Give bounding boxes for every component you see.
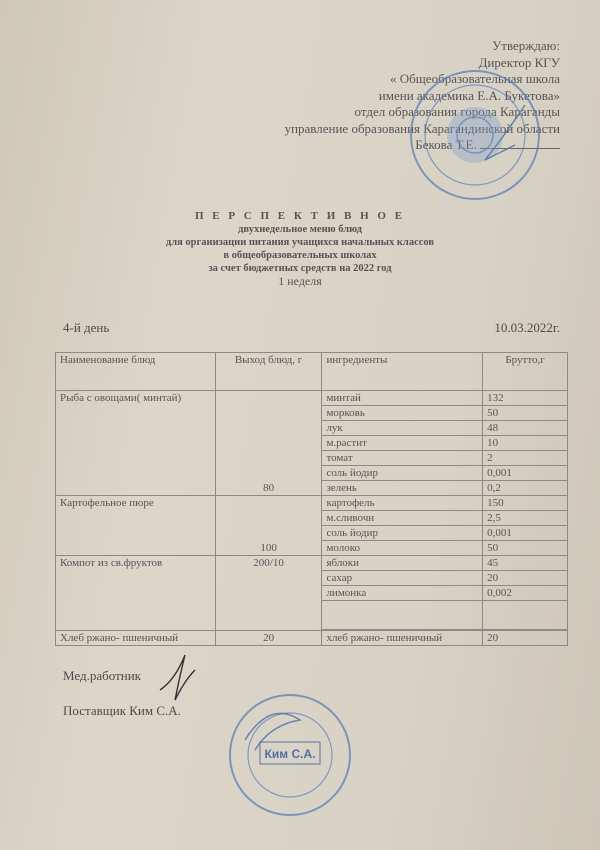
medic-label: Мед.работник xyxy=(63,668,141,683)
table-header-row xyxy=(56,353,568,391)
title-line: в общеобразовательных школах xyxy=(223,250,377,261)
dish-yield: 100 xyxy=(215,496,322,556)
supplier-stamp xyxy=(225,690,355,820)
ingredient-gross: 0,2 xyxy=(483,481,568,496)
supplier-label: Поставщик Ким С.А. xyxy=(63,703,181,718)
ingredient-gross: 2,5 xyxy=(483,511,568,526)
ingredient-name: лук xyxy=(322,421,483,436)
dish-yield: 80 xyxy=(215,391,322,496)
dish-name: Рыба с овощами( минтай) xyxy=(56,391,216,496)
dish-name: Картофельное пюре xyxy=(56,496,216,556)
approval-line: « Общеобразовательная школа xyxy=(390,71,560,86)
ingredient-gross: 132 xyxy=(483,391,568,406)
dish-yield: 200/10 xyxy=(215,556,322,631)
ingredient-name: хлеб ржано- пшеничный xyxy=(322,630,483,646)
table-row xyxy=(56,630,568,646)
header-ingredients: ингредиенты xyxy=(322,353,483,391)
day-label: 4-й день xyxy=(63,320,110,335)
blank-cell xyxy=(322,601,483,631)
title-line: для организации питания учащихся начальных классов xyxy=(165,237,435,248)
ingredient-name: соль йодир xyxy=(322,526,483,541)
header-gross: Брутто,г xyxy=(483,353,568,391)
table-row xyxy=(56,496,568,511)
dish-yield: 20 xyxy=(215,630,322,646)
ingredient-gross: 10 xyxy=(483,436,568,451)
title-line: двухнедельное меню блюд xyxy=(238,224,362,235)
ingredient-name: лимонка xyxy=(322,586,483,601)
ingredient-name: яблоки xyxy=(322,556,483,571)
dish-name: Хлеб ржано- пшеничный xyxy=(56,630,216,646)
ingredient-name: томат xyxy=(322,451,483,466)
title-line: за счет бюджетных средств на 2022 год xyxy=(208,263,392,274)
table-row xyxy=(56,556,568,571)
approval-line: имени академика Е.А. Букетова» xyxy=(378,87,560,103)
header-dish: Наименование блюд xyxy=(56,353,216,391)
ingredient-name: молоко xyxy=(322,541,483,556)
signatory: Бекова Т.Е. xyxy=(415,137,477,152)
document-title xyxy=(0,210,600,288)
title-heading: П Е Р С П Е К Т И В Н О Е xyxy=(194,210,406,222)
ingredient-name: м.сливочн xyxy=(322,511,483,526)
week-label: 1 неделя xyxy=(278,274,322,288)
ingredient-name: соль йодир xyxy=(322,466,483,481)
dish-name: Компот из св.фруктов xyxy=(56,556,216,631)
ingredient-gross: 48 xyxy=(483,421,568,436)
ingredient-gross: 20 xyxy=(483,571,568,586)
ingredient-gross: 0,001 xyxy=(483,466,568,481)
ingredient-name: зелень xyxy=(322,481,483,496)
ingredient-name: минтай xyxy=(322,391,483,406)
ingredient-name: картофель xyxy=(322,496,483,511)
menu-table xyxy=(55,352,568,646)
ingredient-gross: 2 xyxy=(483,451,568,466)
blank-cell xyxy=(483,601,568,631)
ingredient-gross: 50 xyxy=(483,406,568,421)
table-row xyxy=(56,391,568,406)
approval-line: Утверждаю: xyxy=(492,38,560,53)
ingredient-name: морковь xyxy=(322,406,483,421)
approval-line: управление образования Карагандинской области xyxy=(284,120,560,136)
ingredient-gross: 45 xyxy=(483,556,568,571)
medic-signature xyxy=(155,650,205,710)
date-label: 10.03.2022г. xyxy=(494,320,560,335)
approval-line: отдел образования города Караганды xyxy=(354,104,560,119)
signature-line xyxy=(480,148,560,149)
ingredient-gross: 20 xyxy=(483,630,568,646)
stamp-text: Ким С.А. xyxy=(264,747,316,761)
header-yield: Выход блюд, г xyxy=(215,353,322,391)
ingredient-gross: 0,002 xyxy=(483,586,568,601)
ingredient-name: м.растит xyxy=(322,436,483,451)
ingredient-gross: 150 xyxy=(483,496,568,511)
ingredient-gross: 50 xyxy=(483,541,568,556)
approval-line: Директор КГУ xyxy=(478,54,560,70)
ingredient-gross: 0,001 xyxy=(483,526,568,541)
approval-block xyxy=(285,38,560,154)
ingredient-name: сахар xyxy=(322,571,483,586)
